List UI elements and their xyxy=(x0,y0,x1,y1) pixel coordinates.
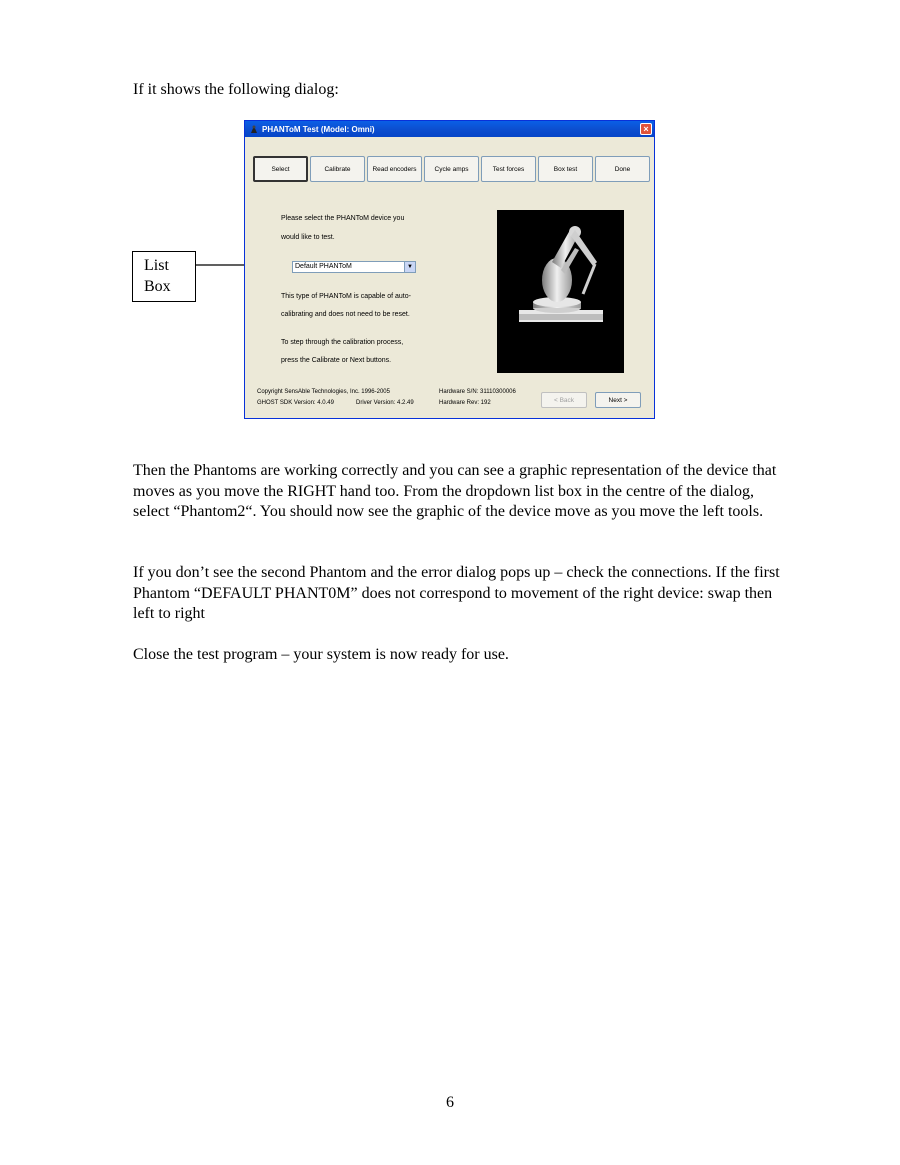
hardware-sn: Hardware S/N: 31110300006 xyxy=(439,389,516,395)
callout-line-1: List xyxy=(144,257,169,274)
device-3d-view xyxy=(497,210,624,373)
close-icon[interactable]: × xyxy=(640,123,652,135)
list-box-callout xyxy=(132,251,196,302)
tab-calibrate[interactable]: Calibrate xyxy=(310,156,365,182)
back-button[interactable]: < Back xyxy=(541,392,587,408)
device-select[interactable] xyxy=(292,261,416,273)
select-prompt-line-2: would like to test. xyxy=(281,234,335,241)
callout-line-2: Box xyxy=(144,277,171,295)
tab-box-test[interactable]: Box test xyxy=(538,156,593,182)
paragraph-close: Close the test program – your system is now ready for use. xyxy=(133,646,509,663)
info-line-4: press the Calibrate or Next buttons. xyxy=(281,357,392,364)
paragraph-troubleshoot: If you don’t see the second Phantom and the error dialog pops up – check the connections. If the first Phantom “DEFAULT PHANT0M” does not correspond to movement of the right device: swap then left to right xyxy=(133,564,780,622)
info-line-2: calibrating and does not need to be reset. xyxy=(281,311,410,318)
device-select-value: Default PHANToM xyxy=(295,263,352,270)
hardware-rev: Hardware Rev: 192 xyxy=(439,400,491,406)
tab-select[interactable]: Select xyxy=(253,156,308,182)
phantom-test-dialog xyxy=(244,120,655,419)
info-line-3: To step through the calibration process, xyxy=(281,339,404,346)
tab-test-forces[interactable]: Test forces xyxy=(481,156,536,182)
tab-cycle-amps[interactable]: Cycle amps xyxy=(424,156,479,182)
select-prompt-line-1: Please select the PHANToM device you xyxy=(281,215,405,222)
paragraph-working: Then the Phantoms are working correctly and you can see a graphic representation of the device that moves as you move the RIGHT hand too. From the dropdown list box in the centre of the dialog, select “Phantom2“. You should now see the graphic of the device move as you move the left tools. xyxy=(133,462,777,520)
chevron-down-icon[interactable]: ▼ xyxy=(404,262,415,272)
copyright-text: Copyright SensAble Technologies, Inc. 1996-2005 xyxy=(257,389,390,395)
tab-bar xyxy=(253,156,652,182)
tab-done[interactable]: Done xyxy=(595,156,650,182)
driver-version: Driver Version: 4.2.49 xyxy=(356,400,414,406)
info-line-1: This type of PHANToM is capable of auto- xyxy=(281,293,411,300)
tab-read-encoders[interactable]: Read encoders xyxy=(367,156,422,182)
next-button[interactable]: Next > xyxy=(595,392,641,408)
intro-paragraph: If it shows the following dialog: xyxy=(133,81,339,98)
dialog-titlebar[interactable] xyxy=(245,121,654,137)
dialog-title: PHANToM Test (Model: Omni) xyxy=(262,124,375,134)
app-icon xyxy=(249,124,259,134)
page-number: 6 xyxy=(446,1094,454,1111)
phantom-device-graphic xyxy=(497,210,624,373)
ghost-sdk-version: GHOST SDK Version: 4.0.49 xyxy=(257,400,334,406)
